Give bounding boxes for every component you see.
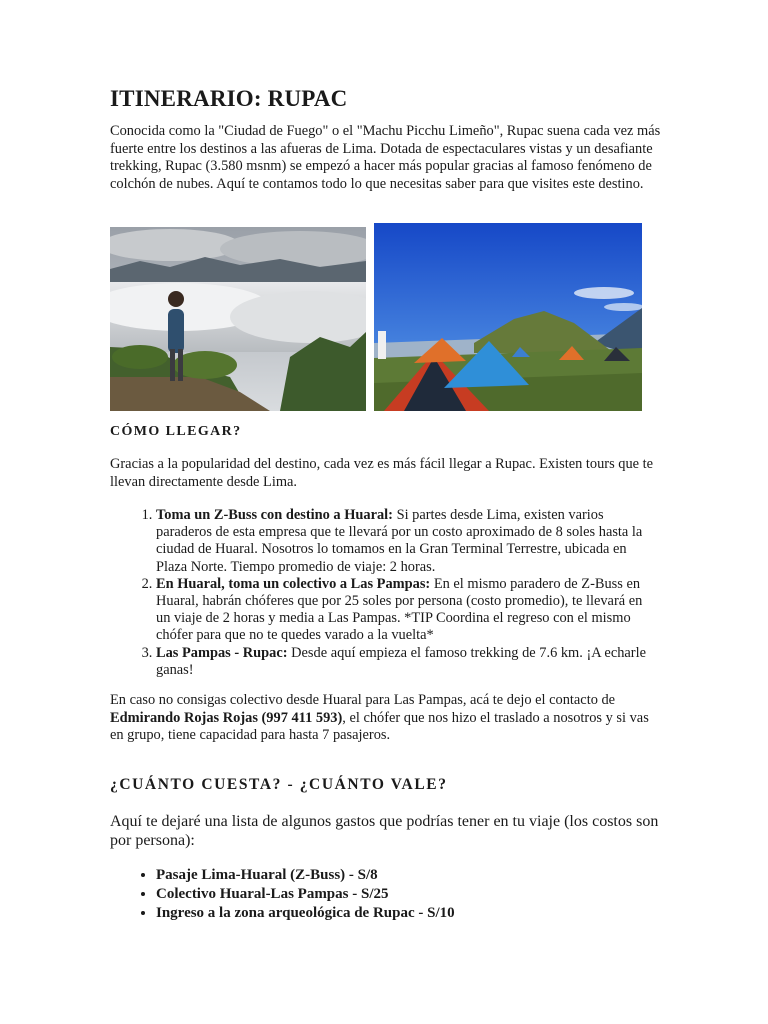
list-item: [156, 507, 656, 576]
step-title: En Huaral, toma un colectivo a Las Pampas:: [156, 575, 431, 592]
list-item: [156, 645, 656, 679]
step-title: Toma un Z-Buss con destino a Huaral:: [156, 507, 393, 523]
step-text: Desde aquí empieza el famoso trekking de 7.6 km. ¡A echarle ganas!: [156, 644, 646, 678]
photo-hiker-clouds: [110, 227, 366, 411]
costs-list: [110, 866, 455, 923]
section-heading-como-llegar: CÓMO LLEGAR?: [110, 424, 242, 439]
como-llegar-intro: Gracias a la popularidad del destino, cada vez es más fácil llegar a Rupac. Existen tours que te llevan directamente desde Lima.: [110, 456, 654, 490]
costs-intro: Aquí te dejaré una lista de algunos gastos que podrías tener en tu viaje (los costos son por persona):: [110, 813, 659, 849]
contact-text-post: , el chófer que nos hizo el traslado a nosotros y si vas en grupo, tiene capacidad para hasta 7 pasajeros.: [110, 709, 649, 744]
contact-paragraph: [110, 692, 662, 745]
section-heading-cuanto-cuesta: ¿CUÁNTO CUESTA? - ¿CUÁNTO VALE?: [110, 776, 448, 793]
intro-paragraph: Conocida como la "Ciudad de Fuego" o el "Machu Picchu Limeño", Rupac suena cada vez más fuerte entre los destinos a las afueras de Lima. Dotada de espectaculares vistas y un desafiante trekking, Rupac (3.580 msnm) se empezó a hacer más popular gracias al famoso fenómeno de colchón de nubes. Aquí te contamos todo lo que necesitas saber para que visites este destino.: [110, 123, 661, 192]
page-title: ITINERARIO: RUPAC: [110, 86, 348, 111]
list-item: • Pasaje Lima-Huaral (Z-Buss) - S/8: [156, 866, 455, 885]
list-item: • Colectivo Huaral-Las Pampas - S/25: [156, 885, 455, 904]
step-text: En el mismo paradero de Z-Buss en Huaral, habrán chóferes que por 25 soles por persona (costo promedio), te llevará en un viaje de 2 horas y media a Las Pampas. *TIP Coordina el regreso con el mismo chófer para que no te quedes varado a la vuelta*: [156, 575, 643, 644]
step-title: Las Pampas - Rupac:: [156, 644, 288, 661]
steps-list: [110, 507, 656, 679]
list-item: [156, 576, 656, 645]
driver-contact: Edmirando Rojas Rojas (997 411 593): [110, 709, 343, 726]
contact-text-pre: En caso no consigas colectivo desde Huaral para Las Pampas, acá te dejo el contacto de: [110, 692, 616, 708]
step-text: Si partes desde Lima, existen varios paraderos de esta empresa que te llevará por un costo aproximado de 8 soles hasta la ciudad de Huaral. Nosotros lo tomamos en la Gran Terminal Terrestre, ubicada en Plaza Norte. Tiempo promedio de viaje: 2 horas.: [156, 507, 643, 575]
photo-row: [110, 223, 642, 411]
list-item: • Ingreso a la zona arqueológica de Rupac - S/10: [156, 904, 455, 923]
photo-tents-camp: [374, 223, 642, 411]
